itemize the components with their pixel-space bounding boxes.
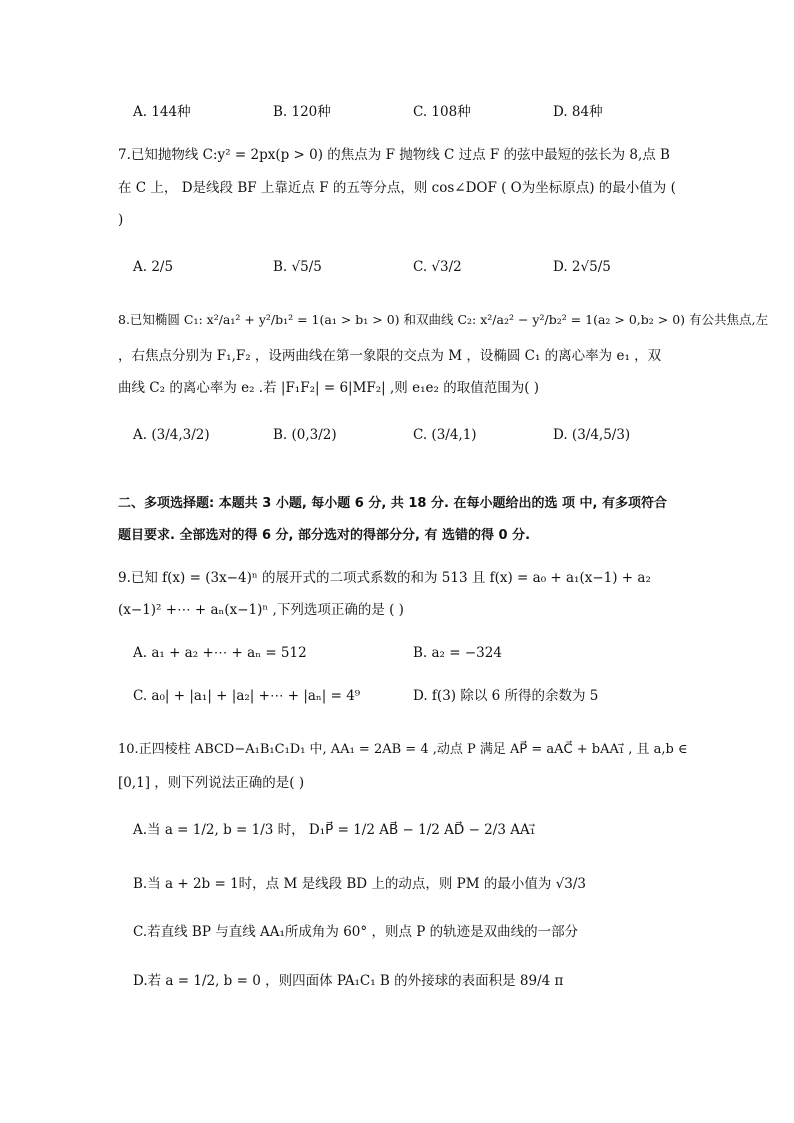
q7-option-a: A. 2/5 — [133, 259, 174, 275]
q10-line-2: [0,1] ，则下列说法正确的是( ) — [118, 775, 305, 791]
q6-option-b: B. 120种 — [273, 104, 331, 120]
section-2-heading-line-1: 二、多项选择题: 本题共 3 小题, 每小题 6 分, 共 18 分. 在每小题给出的选 项 中, 有多项符合 — [118, 496, 667, 511]
q9-line-1: 9.已知 f(x) = (3x−4)ⁿ 的展开式的二项式系数的和为 513 且 f(x) = a₀ + a₁(x−1) + a₂ — [118, 570, 651, 586]
q8-line-1: 8.已知椭圆 C₁: x²/a₁² + y²/b₁² = 1(a₁ > b₁ > 0) 和双曲线 C₂: x²/a₂² − y²/b₂² = 1(a₂ > 0,b₂ > 0) 有公共焦点,左 — [118, 312, 768, 327]
q9-option-a: A. a₁ + a₂ +⋯ + aₙ = 512 — [133, 645, 307, 661]
q10-option-d: D.若 a = 1/2, b = 0 ，则四面体 PA₁C₁ B 的外接球的表面积是 89/4 π — [133, 973, 564, 989]
q8-option-a: A. (3/4,3/2) — [133, 427, 210, 443]
q6-option-a: A. 144种 — [133, 104, 191, 120]
q6-option-d: D. 84种 — [553, 104, 603, 120]
q7-option-b: B. √5/5 — [273, 259, 322, 275]
q7-line-1: 7.已知抛物线 C:y² = 2px(p > 0) 的焦点为 F 抛物线 C 过点 F 的弦中最短的弦长为 8,点 B — [118, 147, 670, 163]
q9-line-2: (x−1)² +⋯ + aₙ(x−1)ⁿ ,下列选项正确的是 ( ) — [118, 602, 404, 618]
q8-option-c: C. (3/4,1) — [413, 427, 477, 443]
q10-line-1: 10.正四棱柱 ABCD−A₁B₁C₁D₁ 中, AA₁ = 2AB = 4 ,动点 P 满足 AP⃗ = aAC⃗ + bAA₁⃗ , 且 a,b ∈ — [118, 742, 688, 757]
q8-option-b: B. (0,3/2) — [273, 427, 337, 443]
q9-option-d: D. f(3) 除以 6 所得的余数为 5 — [413, 688, 599, 704]
q7-line-2: 在 C 上， D是线段 BF 上靠近点 F 的五等分点，则 cos∠DOF ( O为坐标原点) 的最小值为 ( — [118, 180, 676, 196]
q7-line-3: ) — [118, 212, 124, 228]
section-2-heading-line-2: 题目要求. 全部选对的得 6 分, 部分选对的得部分分, 有 选错的得 0 分. — [118, 528, 531, 543]
q8-line-2: ，右焦点分别为 F₁,F₂ ，设两曲线在第一象限的交点为 M ，设椭圆 C₁ 的离心率为 e₁ ，双 — [118, 348, 662, 364]
q7-option-d: D. 2√5/5 — [553, 259, 611, 275]
q10-option-a: A.当 a = 1/2, b = 1/3 时， D₁P⃗ = 1/2 AB⃗ − 1/2 AD⃗ − 2/3 AA₁⃗ — [133, 822, 536, 838]
q8-option-d: D. (3/4,5/3) — [553, 427, 631, 443]
q6-option-c: C. 108种 — [413, 104, 471, 120]
q8-line-3: 曲线 C₂ 的离心率为 e₂ .若 |F₁F₂| = 6|MF₂| ,则 e₁e₂ 的取值范围为( ) — [118, 380, 540, 396]
q7-option-c: C. √3/2 — [413, 259, 462, 275]
q9-option-c: C. a₀| + |a₁| + |a₂| +⋯ + |aₙ| = 4⁹ — [133, 688, 361, 704]
q10-option-b: B.当 a + 2b = 1时，点 M 是线段 BD 上的动点，则 PM 的最小值为 √3/3 — [133, 876, 587, 892]
q10-option-c: C.若直线 BP 与直线 AA₁所成角为 60° ，则点 P 的轨迹是双曲线的一部分 — [133, 924, 579, 940]
q9-option-b: B. a₂ = −324 — [413, 645, 502, 661]
